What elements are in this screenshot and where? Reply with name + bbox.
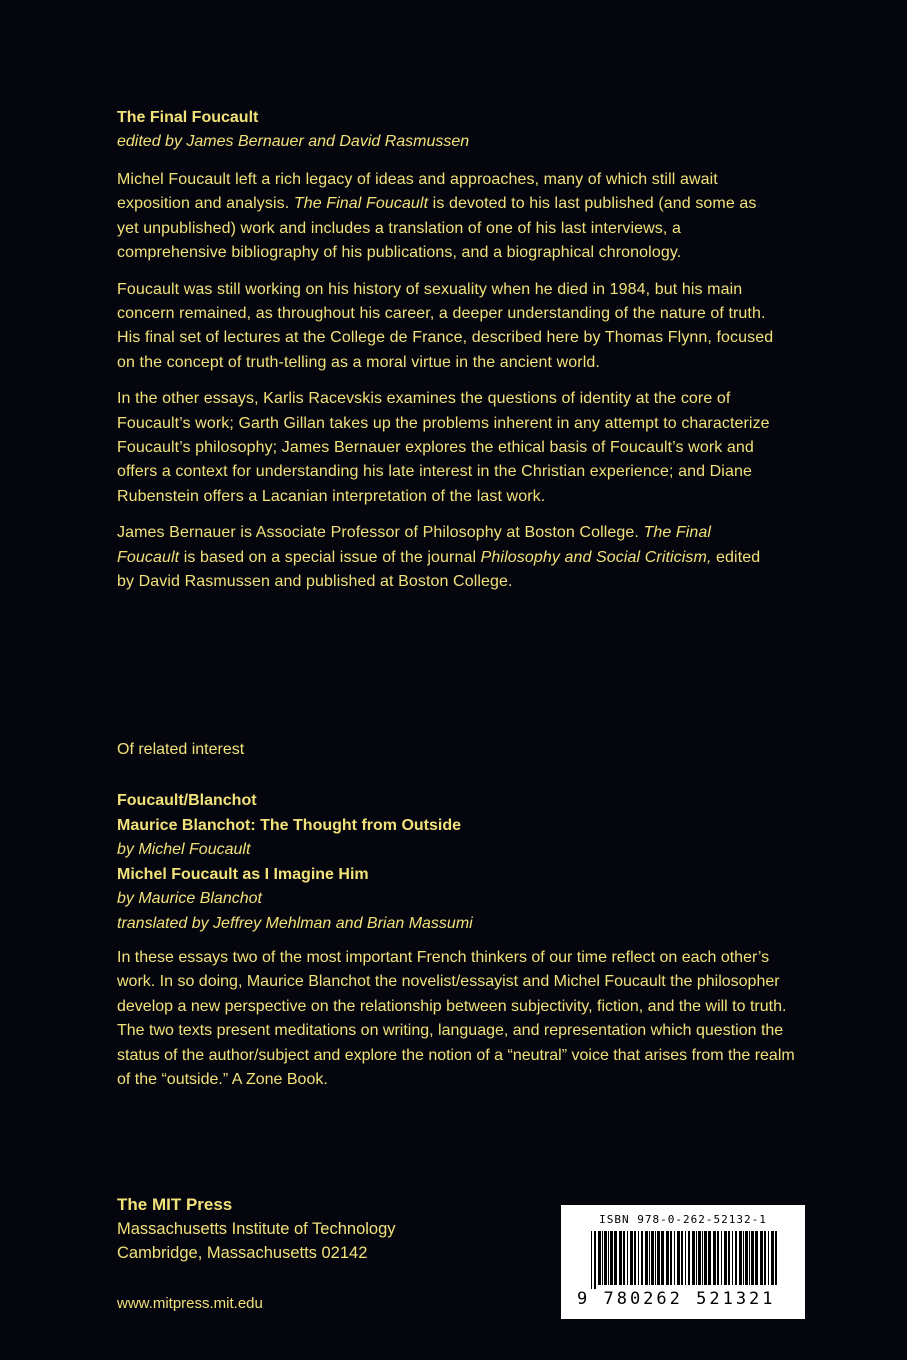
- barcode-bar: [645, 1231, 648, 1285]
- barcode-bar: [608, 1231, 609, 1285]
- related-title-3: Michel Foucault as I Imagine Him: [117, 865, 369, 883]
- barcode-bar: [598, 1231, 601, 1285]
- barcode-bar: [638, 1231, 639, 1285]
- paragraph-text: James Bernauer is Associate Professor of Philosophy at Boston College.: [117, 524, 644, 542]
- barcode-bar: [771, 1231, 774, 1285]
- publisher-line-1: Massachusetts Institute of Technology: [117, 1220, 396, 1238]
- barcode-bar: [735, 1231, 737, 1285]
- barcode-bar: [614, 1231, 617, 1285]
- paragraph-text: is based on a special issue of the journal: [179, 548, 481, 566]
- barcode-bar: [728, 1231, 730, 1285]
- barcode-bar: [619, 1231, 622, 1285]
- barcode-bar: [681, 1231, 683, 1285]
- description-paragraph: [117, 168, 777, 266]
- italic-text: The Final Foucault: [117, 524, 712, 566]
- barcode-bar: [732, 1231, 733, 1285]
- barcode-bar: [649, 1231, 650, 1285]
- book-editors: edited by James Bernauer and David Rasmussen: [117, 133, 470, 150]
- paragraph-text: is devoted to his last published (and some as yet unpublished) work and includes a translation of one of his last interviews, a comprehensive bibliography of his publications, and a biographical chronology.: [117, 195, 757, 262]
- barcode-bar: [749, 1231, 750, 1285]
- barcode-bar: [708, 1231, 711, 1285]
- barcode-bar: [630, 1231, 633, 1285]
- paragraph-text: Michel Foucault left a rich legacy of ideas and approaches, many of which still await exposition and analysis.: [117, 171, 718, 213]
- paragraph-text: edited by David Rasmussen and published at Boston College.: [117, 548, 761, 591]
- publisher-name: The MIT Press: [117, 1195, 233, 1214]
- barcode-bar: [702, 1231, 703, 1285]
- barcode-bar: [666, 1231, 669, 1285]
- barcode-bar: [743, 1231, 744, 1285]
- barcode-bar: [670, 1231, 672, 1285]
- isbn-barcode: [561, 1205, 805, 1319]
- barcode-bar: [623, 1231, 625, 1285]
- barcode-bar: [677, 1231, 680, 1285]
- isbn-label: ISBN 978-0-262-52132-1: [599, 1213, 767, 1226]
- related-author-1: by Michel Foucault: [117, 841, 251, 858]
- barcode-bar: [724, 1231, 727, 1285]
- publisher-url: www.mitpress.mit.edu: [117, 1295, 263, 1312]
- barcode-bar: [651, 1231, 654, 1285]
- barcode-bar: [704, 1231, 707, 1285]
- italic-text: The Final Foucault: [293, 195, 429, 213]
- book-title: The Final Foucault: [117, 109, 259, 126]
- book-description: [117, 106, 777, 607]
- barcode-bar: [764, 1231, 766, 1285]
- barcode-bar: [721, 1231, 722, 1285]
- description-paragraph: [117, 521, 777, 594]
- related-translators: translated by Jeffrey Mehlman and Brian Massumi: [117, 914, 473, 932]
- barcode-bar: [745, 1231, 748, 1285]
- related-title-2: Maurice Blanchot: The Thought from Outside: [117, 816, 461, 834]
- barcode-bar: [775, 1231, 777, 1285]
- publisher-info: [117, 1193, 396, 1265]
- barcode-bar: [698, 1231, 701, 1285]
- barcode-bar: [594, 1231, 596, 1289]
- barcode-bar: [655, 1231, 656, 1285]
- related-author-2: by Maurice Blanchot: [117, 890, 262, 907]
- barcode-bar: [760, 1231, 763, 1285]
- barcode-bar: [739, 1231, 742, 1285]
- description-paragraph: [117, 278, 777, 376]
- barcode-bar: [641, 1231, 643, 1285]
- barcode-bar: [685, 1231, 686, 1285]
- barcode-bar: [604, 1231, 607, 1285]
- barcode-bar: [751, 1231, 754, 1285]
- barcode-bar: [602, 1231, 603, 1285]
- barcode-bar: [661, 1231, 664, 1285]
- barcode-bar: [610, 1231, 613, 1285]
- barcode-bar: [692, 1231, 695, 1285]
- barcode-bars: [591, 1231, 781, 1289]
- related-book: [117, 789, 797, 1092]
- barcode-bar: [657, 1231, 660, 1285]
- description-paragraphs: [117, 168, 777, 595]
- related-description: In these essays two of the most important French thinkers of our time reflect on each other’s work. In so doing, Maurice Blanchot the novelist/essayist and Michel Foucault the philosopher develop a new perspective on the relationship between subjectivity, fiction, and the will to truth. The two texts present meditations on writing, language, and representation which question the status of the author/subject and explore the notion of a “neutral” voice that arises from the realm of the “outside.” A Zone Book.: [117, 949, 795, 1089]
- barcode-bar: [591, 1231, 592, 1289]
- italic-text: Philosophy and Social Criticism,: [480, 548, 712, 566]
- barcode-bar: [713, 1231, 716, 1285]
- barcode-bar: [717, 1231, 719, 1285]
- publisher-line-2: Cambridge, Massachusetts 02142: [117, 1244, 368, 1262]
- barcode-digits: 9 780262 521321: [577, 1289, 776, 1309]
- related-title-1: Foucault/Blanchot: [117, 792, 257, 809]
- related-heading: Of related interest: [117, 741, 245, 758]
- paragraph-text: Foucault was still working on his history of sexuality when he died in 1984, but his main concern remained, as throughout his career, a deeper understanding of the nature of truth. His final set of lectures at the College de France, described here by Thomas Flynn, focused on the concept of truth-telling as a moral virtue in the ancient world.: [117, 280, 774, 371]
- barcode-bar: [696, 1231, 697, 1285]
- barcode-bar: [634, 1231, 636, 1285]
- paragraph-text: In the other essays, Karlis Racevskis examines the questions of identity at the core of Foucault’s work; Garth Gillan takes up the problems inherent in any attempt to characterize Foucault’s philosophy; James Bernauer explores the ethical basis of Foucault’s work and offers a context for understanding his late interest in the Christian experience; and Diane Rubenstein offers a Lacanian interpretation of the last work.: [117, 390, 770, 505]
- barcode-bar: [627, 1231, 628, 1285]
- barcode-bar: [755, 1231, 758, 1285]
- description-paragraph: [117, 387, 777, 509]
- barcode-bar: [768, 1231, 769, 1285]
- barcode-bar: [674, 1231, 675, 1285]
- barcode-bar: [688, 1231, 690, 1285]
